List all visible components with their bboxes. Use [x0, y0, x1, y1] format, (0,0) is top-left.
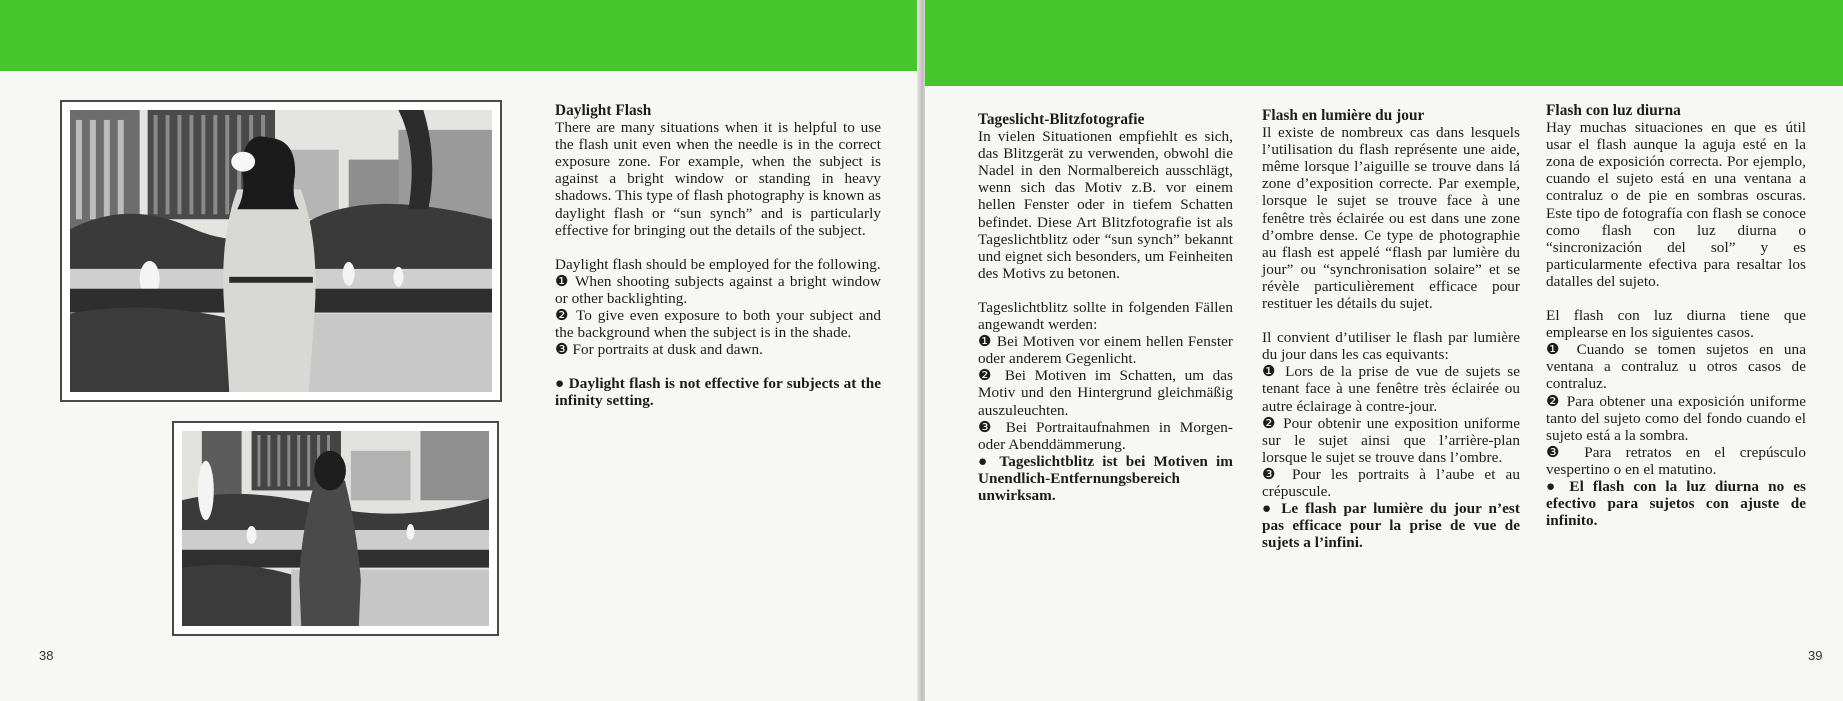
german-item-1: ❶ Bei Motiven vor einem hellen Fenster oder anderem Gegenlicht.	[978, 333, 1233, 368]
left-page	[0, 0, 921, 701]
german-title: Tageslicht-Blitzfotografie	[978, 111, 1145, 128]
green-header-band-right	[925, 0, 1843, 86]
english-text-column	[555, 102, 881, 410]
french-item-2: ❷ Pour obtenir une exposition uniforme sur le sujet ainsi que l’arrière-plan lorsque le sujet se trouve dans l’ombre.	[1262, 414, 1520, 466]
photo-illustration-2	[182, 431, 489, 626]
photo-woman-with-flash	[60, 100, 502, 402]
green-header-band-left	[0, 0, 921, 71]
english-item-3: ❸ For portraits at dusk and dawn.	[555, 341, 764, 359]
french-note: ● Le flash par lumière du jour n’est pas efficace pour la prise de vue de sujets a l’infini.	[1262, 500, 1520, 552]
english-item-2: ❷ To give even exposure to both your subject and the background when the subject is in the shade.	[555, 307, 881, 342]
german-intro: In vielen Situationen empfiehlt es sich, das Blitzgerät zu verwenden, obwohl die Nadel in den Normalbereich ausschlägt, wenn sich das Motiv z.B. vor einem hellen Fenster oder in tiefem Schatten befindet. Diese Art Blitzfotografie ist als Tageslichtblitz oder “sun synch” bekannt und eignet sich besonders, um Feinheiten des Motivs zu betonen.	[978, 128, 1233, 282]
german-item-3: ❸ Bei Portraitaufnahmen in Morgen-oder Abenddämmerung.	[978, 418, 1233, 453]
english-intro: There are many situations when it is helpful to use the flash unit even when the needle is in the correct exposure zone. For example, when the subject is against a bright window or standing in heavy shadows. This type of flash photography is known as daylight flash or “sun synch” and is particularly effective for bringing out the details of the subject.	[555, 119, 881, 239]
spanish-note: ● El flash con la luz diurna no es efectivo para sujetos con ajuste de infinito.	[1546, 477, 1806, 530]
spanish-title: Flash con luz diurna	[1546, 102, 1681, 119]
english-item-1: ❶ When shooting subjects against a bright window or other backlighting.	[555, 272, 881, 307]
french-item-1: ❶ Lors de la prise de vue de sujets se tenant face à une fenêtre très éclairée ou autre éclairage à contre-jour.	[1262, 363, 1520, 415]
spanish-item-3: ❸ Para retratos en el crepúsculo vespertino o en el matutino.	[1546, 443, 1806, 478]
french-intro: Il existe de nombreux cas dans lesquels l’utilisation du flash représente une aide, même lorsque l’aiguille se trouve dans lá zone d’exposition correcte. Par exemple, lorsque le sujet se trouve face à une fenêtre très éclairée ou est dans une zone d’ombre dense. Ce type de photographie au flash est appelé “flash par lumière du jour” ou “synchronisation solaire” et se révèle particulièrement efficace pour restituer les détails du sujet.	[1262, 124, 1520, 313]
french-lead: Il convient d’utiliser le flash par lumière du jour dans les cas equivants:	[1262, 329, 1520, 364]
page-number-left: 38	[39, 648, 54, 663]
german-note: ● Tageslichtblitz ist bei Motiven im Unendlich-Entfernungsbereich unwirksam.	[978, 452, 1233, 504]
german-item-2: ❷ Bei Motiven im Schatten, um das Motiv und den Hintergrund gleichmäßig auszuleuchten.	[978, 367, 1233, 419]
english-title: Daylight Flash	[555, 102, 652, 119]
spanish-intro: Hay muchas situaciones en que es útil usar el flash aunque la aguja esté en la zona de exposición correcta. Por ejemplo, cuando el sujeto está en una ventana a contraluz o de pie en sombras oscuras. Este tipo de fotografía con flash se conoce como flash con luz diurna o “sincronización del sol” y es particularmente efectiva para resaltar los datalles del sujeto.	[1546, 119, 1806, 290]
page-number-right: 39	[1808, 648, 1823, 663]
photo-illustration-1	[70, 110, 492, 392]
english-lead: Daylight flash should be employed for the following.	[555, 255, 881, 273]
german-lead: Tageslichtblitz sollte in folgenden Fällen angewandt werden:	[978, 298, 1233, 334]
german-text-column	[978, 111, 1233, 504]
spanish-item-2: ❷ Para obtener una exposición uniforme tanto del sujeto como del fondo cuando el sujeto está a la sombra.	[1546, 392, 1806, 444]
french-text-column	[1262, 107, 1520, 551]
french-item-3: ❸ Pour les portraits à l’aube et au crépuscule.	[1262, 465, 1520, 500]
english-note: ● Daylight flash is not effective for subjects at the infinity setting.	[555, 375, 881, 410]
spanish-item-1: ❶ Cuando se tomen sujetos en una ventana a contraluz u otros casos de contraluz.	[1546, 341, 1806, 393]
spanish-text-column	[1546, 102, 1806, 529]
photo-woman-backlit	[172, 421, 499, 636]
french-title: Flash en lumière du jour	[1262, 107, 1425, 124]
spanish-lead: El flash con luz diurna tiene que emplearse en los siguientes casos.	[1546, 307, 1806, 342]
